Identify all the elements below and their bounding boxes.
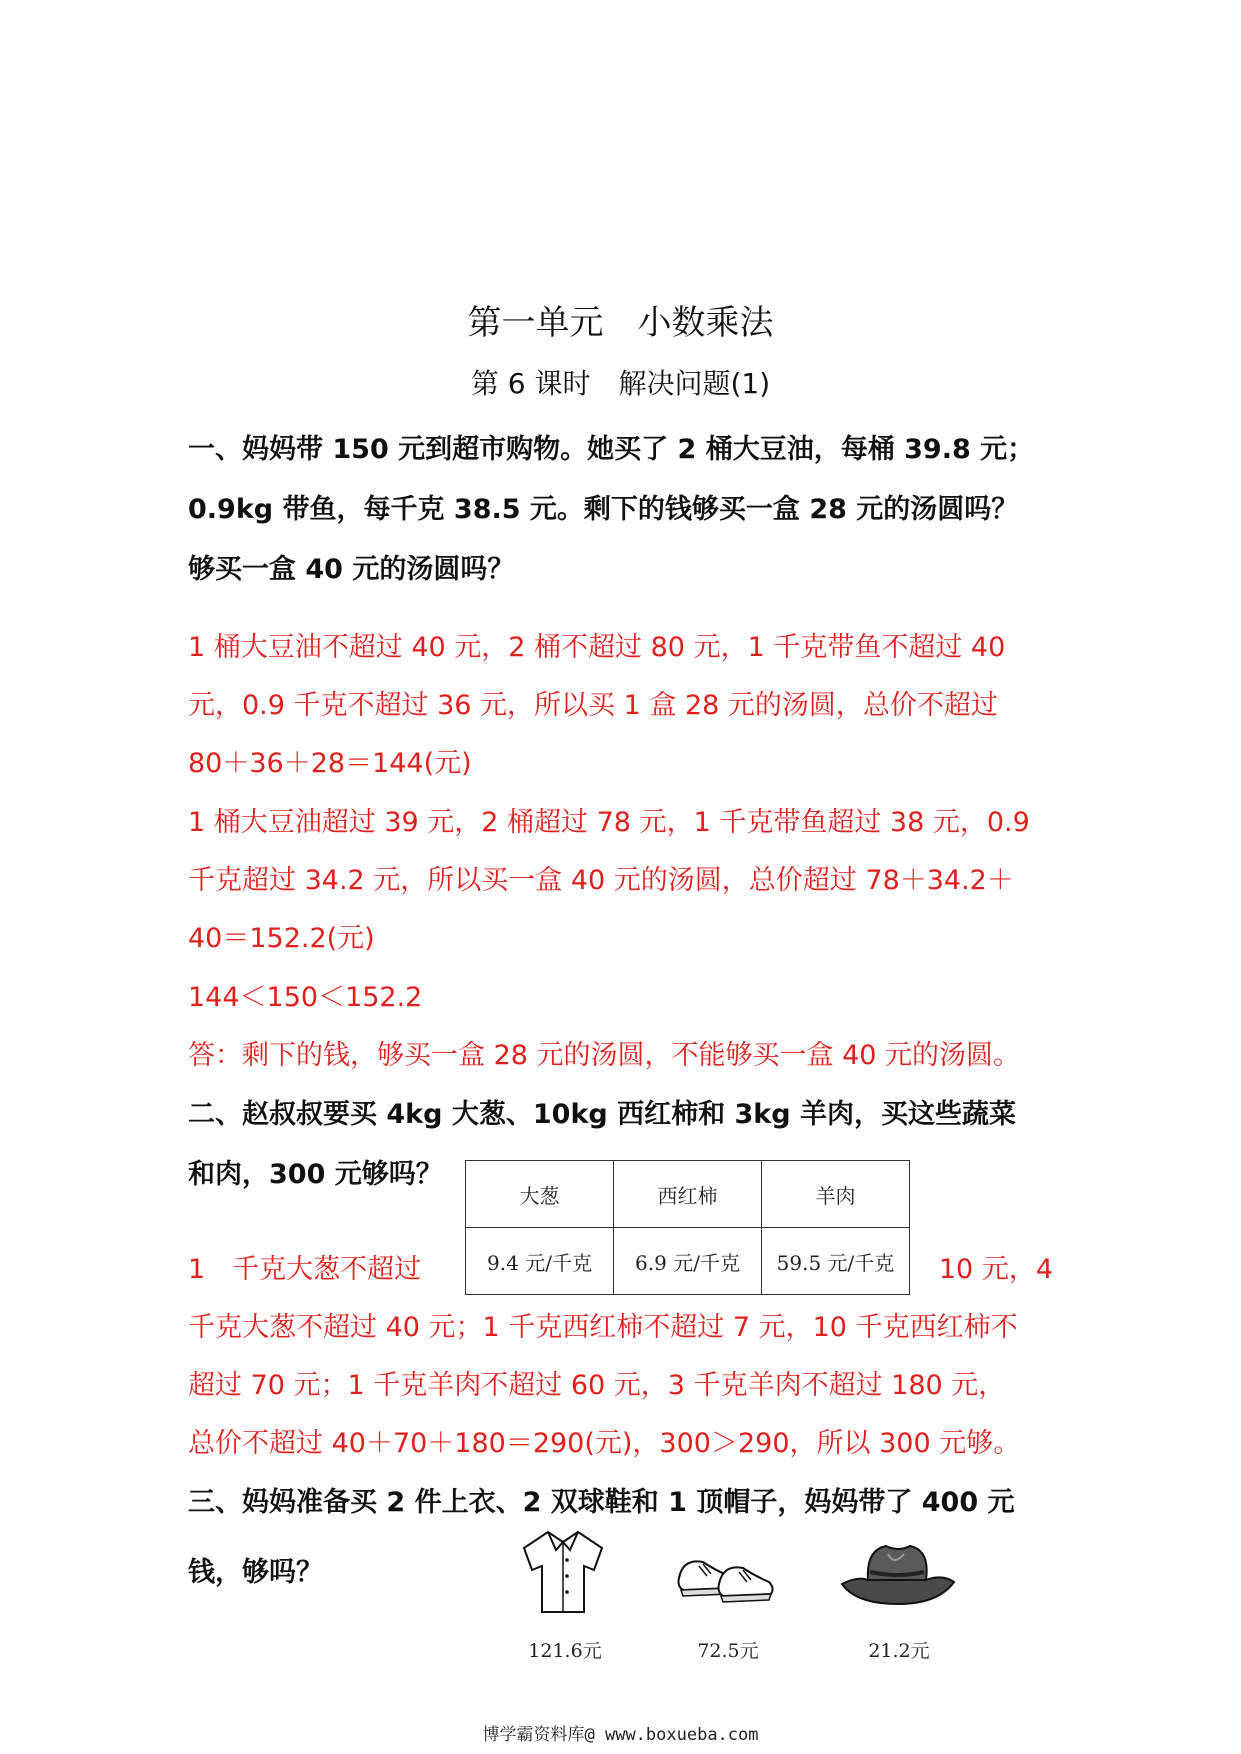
shirt-price: 121.6元	[528, 1640, 602, 1662]
table-header-cell: 西红柿	[614, 1161, 762, 1228]
price-table-price-row	[466, 1228, 910, 1295]
table-price-cell: 9.4 元/千克	[466, 1228, 614, 1295]
q3-line-1: 三、妈妈准备买 2 件上衣、2 双球鞋和 1 顶帽子，妈妈带了 400 元	[188, 1487, 1015, 1518]
price-table-header-row	[466, 1161, 910, 1228]
q1-line-2: 0.9kg 带鱼，每千克 38.5 元。剩下的钱够买一盒 28 元的汤圆吗？	[188, 494, 1019, 525]
table-price-cell: 6.9 元/千克	[614, 1228, 762, 1295]
q1-line-3: 够买一盒 40 元的汤圆吗？	[188, 554, 515, 585]
sneakers-price: 72.5元	[697, 1640, 759, 1662]
q2-answer-right: 10 元，4	[938, 1254, 1053, 1285]
q2-answer-line: 超过 70 元；1 千克羊肉不超过 60 元，3 千克羊肉不超过 180 元，	[188, 1370, 1006, 1401]
q1-answer-line: 1 桶大豆油不超过 40 元，2 桶不超过 80 元，1 千克带鱼不超过 40	[188, 632, 1006, 663]
table-price-cell: 59.5 元/千克	[762, 1228, 910, 1295]
q1-answer-line: 40＝152.2(元)	[188, 923, 375, 954]
q2-answer-line: 总价不超过 40＋70＋180＝290(元)，300＞290，所以 300 元够。	[188, 1428, 1021, 1459]
q3-line-2: 钱，够吗？	[188, 1557, 323, 1588]
sneakers-icon	[675, 1548, 781, 1610]
hat-icon	[838, 1538, 958, 1610]
q1-answer-line: 元，0.9 千克不超过 36 元，所以买 1 盒 28 元的汤圆，总价不超过	[188, 690, 998, 721]
hat-price: 21.2元	[868, 1640, 930, 1662]
q2-answer-line: 千克大葱不超过 40 元；1 千克西红柿不超过 7 元，10 千克西红柿不	[188, 1312, 1018, 1343]
shirt-icon	[518, 1528, 608, 1616]
q1-answer-line: 144＜150＜152.2	[188, 982, 423, 1013]
price-table	[465, 1160, 910, 1295]
footer-watermark: 博学霸资料库@ www.boxueba.com	[482, 1725, 759, 1745]
page-title: 第一单元 小数乘法	[467, 303, 774, 343]
q1-answer-line: 80＋36＋28＝144(元)	[188, 748, 472, 779]
q1-line-1: 一、妈妈带 150 元到超市购物。她买了 2 桶大豆油，每桶 39.8 元；	[188, 434, 1035, 465]
q1-final-answer: 答：剩下的钱，够买一盒 28 元的汤圆，不能够买一盒 40 元的汤圆。	[188, 1040, 1021, 1071]
q1-answer-line: 千克超过 34.2 元，所以买一盒 40 元的汤圆，总价超过 78＋34.2＋	[188, 865, 1014, 896]
q2-answer-left: 1 千克大葱不超过	[188, 1254, 422, 1285]
q2-line-2: 和肉，300 元够吗？	[188, 1159, 443, 1190]
table-header-cell: 大葱	[466, 1161, 614, 1228]
q1-answer-line: 1 桶大豆油超过 39 元，2 桶超过 78 元，1 千克带鱼超过 38 元，0.9	[188, 807, 1030, 838]
lesson-subtitle: 第 6 课时 解决问题(1)	[470, 367, 771, 400]
table-header-cell: 羊肉	[762, 1161, 910, 1228]
q2-line-1: 二、赵叔叔要买 4kg 大葱、10kg 西红柿和 3kg 羊肉，买这些蔬菜	[188, 1099, 1016, 1130]
